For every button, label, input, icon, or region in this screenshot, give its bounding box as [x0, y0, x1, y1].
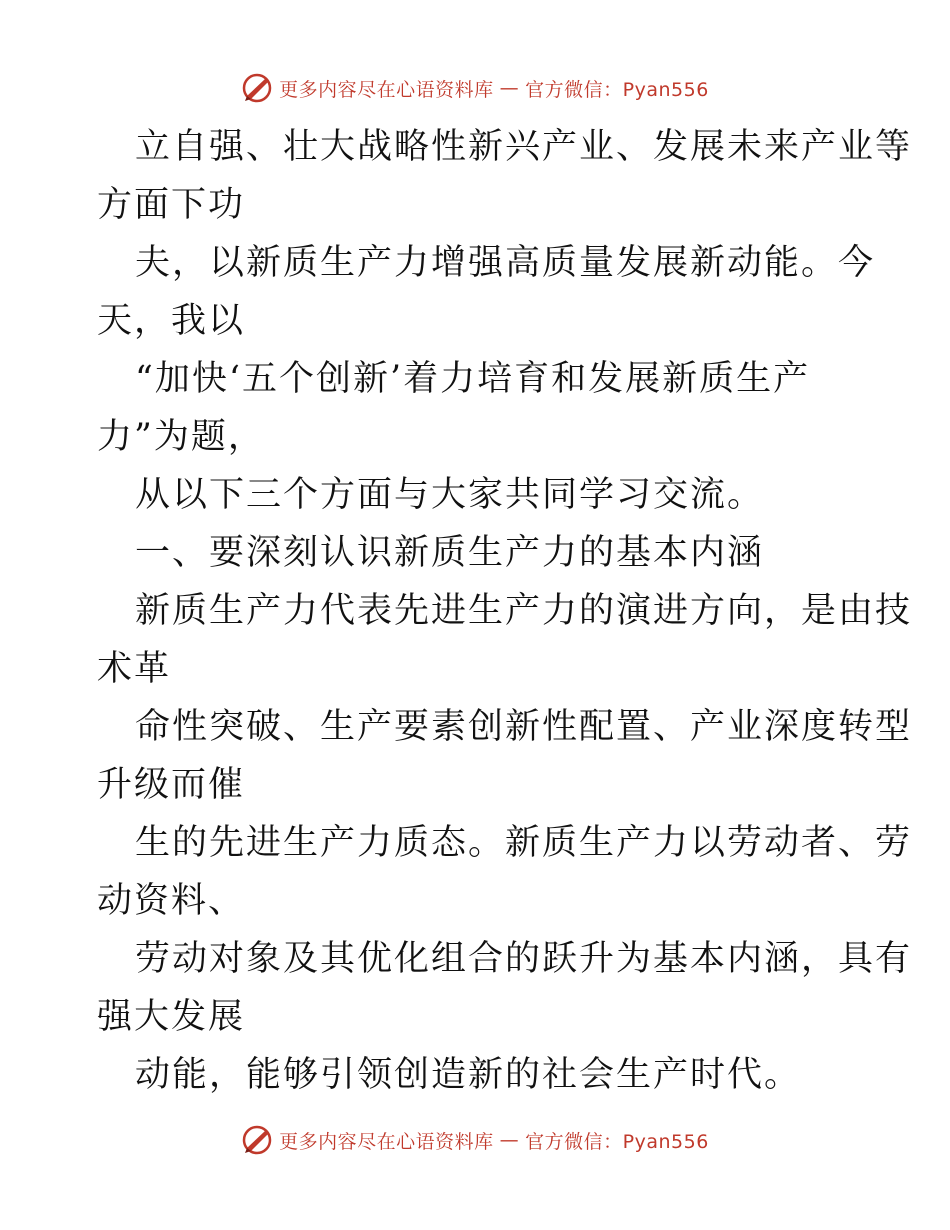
- footer-banner: [0, 1124, 950, 1156]
- pen-logo-icon: [241, 72, 273, 104]
- body-line: 术革: [97, 649, 172, 689]
- body-line: 劳动对象及其优化组合的跃升为基本内涵，具有: [135, 939, 913, 979]
- body-line: 夫，以新质生产力增强高质量发展新动能。今: [135, 243, 876, 283]
- body-line: 天，我以: [97, 301, 246, 341]
- body-line: 从以下三个方面与大家共同学习交流。: [135, 475, 765, 515]
- footer-separator: —: [499, 1129, 520, 1151]
- footer-wechat-text: 官方微信：Pyan556: [525, 1130, 709, 1153]
- body-line: 方面下功: [97, 185, 246, 225]
- body-line: 升级而催: [97, 765, 246, 805]
- body-line: 动能，能够引领创造新的社会生产时代。: [135, 1055, 802, 1095]
- section-heading: 一、要深刻认识新质生产力的基本内涵: [135, 533, 765, 573]
- header-wechat-text: 官方微信：Pyan556: [525, 78, 709, 101]
- body-line: “加快‘五个创新’着力培育和发展新质生产: [135, 359, 811, 399]
- header-banner: [0, 72, 950, 104]
- header-site-text: 更多内容尽在心语资料库: [279, 78, 494, 101]
- body-line: 新质生产力代表先进生产力的演进方向，是由技: [135, 591, 913, 631]
- body-line: 力”为题，: [97, 417, 265, 457]
- header-separator: —: [499, 77, 520, 99]
- pen-logo-icon: [241, 1124, 273, 1156]
- body-line: 命性突破、生产要素创新性配置、产业深度转型: [135, 707, 913, 747]
- body-line: 生的先进生产力质态。新质生产力以劳动者、劳: [135, 823, 913, 863]
- body-line: 动资料、: [97, 881, 246, 921]
- body-line: 立自强、壮大战略性新兴产业、发展未来产业等: [135, 127, 913, 167]
- footer-site-text: 更多内容尽在心语资料库: [279, 1130, 494, 1153]
- body-line: 强大发展: [97, 997, 246, 1037]
